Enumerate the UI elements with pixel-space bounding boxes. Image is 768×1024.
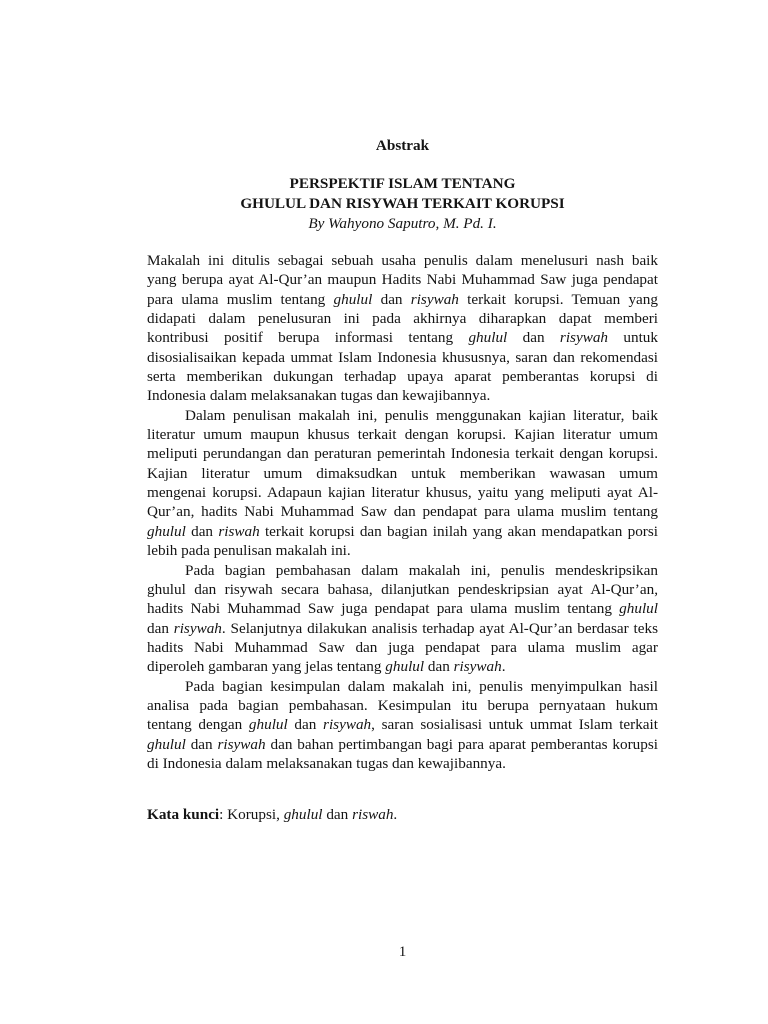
- text-line: [147, 290, 658, 309]
- text-line-content: [147, 735, 658, 754]
- text-line-content: [147, 444, 658, 463]
- text-run: yang berupa ayat Al-Qur’an maupun Hadits Nabi Muhammad Saw juga pendapat: [147, 271, 658, 289]
- italic-term: risywah: [559, 329, 609, 347]
- text-line: [147, 444, 658, 463]
- text-run: Pada bagian pembahasan dalam makalah ini, penulis mendeskripsikan: [185, 561, 658, 579]
- text-run: dan: [185, 735, 218, 753]
- abstract-paragraph: [147, 251, 658, 406]
- italic-term: risywah: [323, 716, 372, 734]
- text-run: : Korupsi,: [219, 806, 284, 823]
- text-line: [147, 599, 658, 618]
- text-line: [147, 406, 658, 425]
- italic-term: risywah: [453, 658, 502, 676]
- text-line-content: [147, 696, 658, 715]
- text-run: lebih pada penulisan makalah ini.: [147, 542, 351, 560]
- text-line-content: [185, 677, 658, 696]
- text-run: dan: [147, 619, 174, 637]
- text-line: [147, 638, 658, 657]
- text-line: [147, 483, 658, 502]
- title-line: PERSPEKTIF ISLAM TENTANG: [289, 175, 516, 192]
- text-line-content: [147, 483, 658, 502]
- text-run: diperoleh gambaran yang jelas tentang: [147, 658, 386, 676]
- text-run: dan bahan pertimbangan bagi para aparat pemberantas korupsi: [265, 735, 658, 753]
- text-run: tentang dengan: [147, 716, 249, 734]
- text-run: Pada bagian kesimpulan dalam makalah ini, penulis menyimpulkan hasil: [185, 677, 658, 695]
- text-line-content: [147, 754, 506, 773]
- text-line: [147, 677, 658, 696]
- text-run: hadits Nabi Muhammad Saw juga pendapat para ulama muslim tentang: [147, 600, 620, 618]
- text-run: , saran sosialisasi untuk ummat Islam terkait: [371, 716, 658, 734]
- text-run: hadits Nabi Muhammad Saw dan juga pendapat para ulama muslim agar: [147, 638, 658, 656]
- text-run: Dalam penulisan makalah ini, penulis menggunakan kajian literatur, baik: [185, 406, 658, 424]
- abstract-body: [147, 251, 658, 773]
- text-line: [147, 541, 658, 560]
- text-line: [147, 735, 658, 754]
- text-run: untuk: [608, 329, 658, 347]
- text-line: [147, 464, 658, 483]
- text-line-content: [147, 580, 658, 599]
- abstract-heading: Abstrak: [375, 137, 430, 154]
- text-line: [147, 561, 658, 580]
- text-line: [147, 270, 658, 289]
- abstract-paragraph: [147, 561, 658, 677]
- italic-term: ghulul: [147, 735, 186, 753]
- text-line: [147, 251, 658, 270]
- text-run: .: [501, 658, 506, 676]
- text-run: kontribusi positif berupa informasi tentang: [147, 329, 469, 347]
- text-run: meliputi perundangan dan peraturan pemerintah Indonesia terkait dengan korupsi.: [147, 445, 658, 463]
- text-run: di Indonesia dalam melaksanakan tugas dan kewajibannya.: [147, 754, 506, 772]
- italic-term: ghulul: [619, 600, 658, 618]
- italic-term: ghulul: [147, 522, 186, 540]
- text-run: didapati dalam penelusuran ini pada akhirnya diharapkan dapat memberi: [147, 310, 658, 328]
- text-run: literatur umum maupun khusus terkait dengan korupsi. Kajian literatur umum: [147, 426, 658, 444]
- italic-term: riswah: [218, 522, 260, 540]
- text-run: dan: [287, 716, 324, 734]
- text-line-content: [147, 386, 490, 405]
- text-run: terkait korupsi. Temuan yang: [458, 290, 658, 308]
- text-line-content: [147, 328, 658, 347]
- keywords-line: [147, 805, 658, 825]
- text-line: [147, 754, 658, 773]
- italic-term: ghulul: [385, 658, 425, 676]
- text-line-content: [147, 348, 658, 367]
- text-run: mengenai korupsi. Adapaun kajian literatur khusus, yaitu yang meliputi ayat Al-: [147, 484, 658, 502]
- text-run: serta memberikan dukungan terhadap upaya aparat pemberantas korupsi di: [147, 368, 658, 386]
- text-run: analisa pada bagian pembahasan. Kesimpulan itu berupa pernyataan hukum: [147, 696, 658, 714]
- text-run: Kajian literatur umum dimaksudkan untuk memberikan wawasan umum: [147, 464, 658, 482]
- italic-term: ghulul: [468, 329, 508, 347]
- text-line-content: [147, 638, 658, 657]
- text-line: [147, 328, 658, 347]
- text-line: [147, 657, 658, 676]
- text-line-content: [147, 270, 658, 289]
- italic-term: risywah: [173, 619, 222, 637]
- text-run: dan: [322, 806, 353, 823]
- keyword-label: Kata kunci: [147, 806, 220, 823]
- title-line: GHULUL DAN RISYWAH TERKAIT KORUPSI: [240, 195, 565, 212]
- text-run: dan: [424, 658, 454, 676]
- text-line-content: [147, 715, 658, 734]
- text-line-content: [147, 599, 658, 618]
- title-block: [147, 174, 658, 234]
- abstract-paragraph: [147, 406, 658, 561]
- italic-term: ghulul: [283, 806, 323, 823]
- italic-term: ghulul: [248, 716, 288, 734]
- text-line-content: [185, 406, 658, 425]
- text-run: ghulul dan risywah secara bahasa, dilanjutkan pendeskripsian ayat Al-Qur’an,: [147, 580, 658, 598]
- text-line: [147, 580, 658, 599]
- text-line: [147, 522, 658, 541]
- text-line-content: [147, 367, 658, 386]
- text-line-content: [147, 464, 658, 483]
- text-line-content: [147, 290, 658, 309]
- text-line: [147, 619, 658, 638]
- italic-term: risywah: [410, 290, 459, 308]
- text-run: .: [393, 806, 398, 823]
- abstract-paragraph: [147, 677, 658, 774]
- italic-term: riswah: [352, 806, 394, 823]
- text-line-content: [147, 657, 506, 676]
- author-byline: By Wahyono Saputro, M. Pd. I.: [308, 215, 497, 232]
- italic-term: risywah: [217, 735, 266, 753]
- text-line-content: [147, 309, 658, 328]
- text-line: [147, 425, 658, 444]
- text-run: Makalah ini ditulis sebagai sebuah usaha penulis dalam menelusuri nash baik: [147, 252, 658, 269]
- text-line: [147, 309, 658, 328]
- text-line-content: [147, 251, 658, 270]
- text-run: dan: [507, 329, 560, 347]
- text-run: dan: [185, 522, 219, 540]
- text-run: Qur’an, hadits Nabi Muhammad Saw dan pendapat para ulama muslim tentang: [147, 503, 658, 521]
- text-line-content: [147, 541, 351, 560]
- text-line: [147, 715, 658, 734]
- page-number: 1: [398, 943, 407, 960]
- text-run: para ulama muslim tentang: [147, 290, 334, 308]
- text-line: [147, 696, 658, 715]
- text-line: [147, 367, 658, 386]
- text-line: [147, 348, 658, 367]
- text-line: [147, 502, 658, 521]
- text-line-content: [147, 425, 658, 444]
- text-line-content: [147, 619, 658, 638]
- text-line: [147, 386, 658, 405]
- text-run: terkait korupsi dan bagian inilah yang akan mendapatkan porsi: [259, 522, 658, 540]
- italic-term: ghulul: [333, 290, 373, 308]
- text-run: disosialisaikan kepada ummat Islam Indonesia khususnya, saran dan rekomendasi: [147, 348, 658, 366]
- text-line-content: [147, 522, 658, 541]
- text-line-content: [185, 561, 658, 580]
- text-run: Indonesia dalam melaksanakan tugas dan kewajibannya.: [147, 387, 491, 405]
- text-run: dan: [372, 290, 411, 308]
- text-run: . Selanjutnya dilakukan analisis terhadap ayat Al-Qur’an berdasar teks: [221, 619, 659, 637]
- text-line-content: [147, 502, 658, 521]
